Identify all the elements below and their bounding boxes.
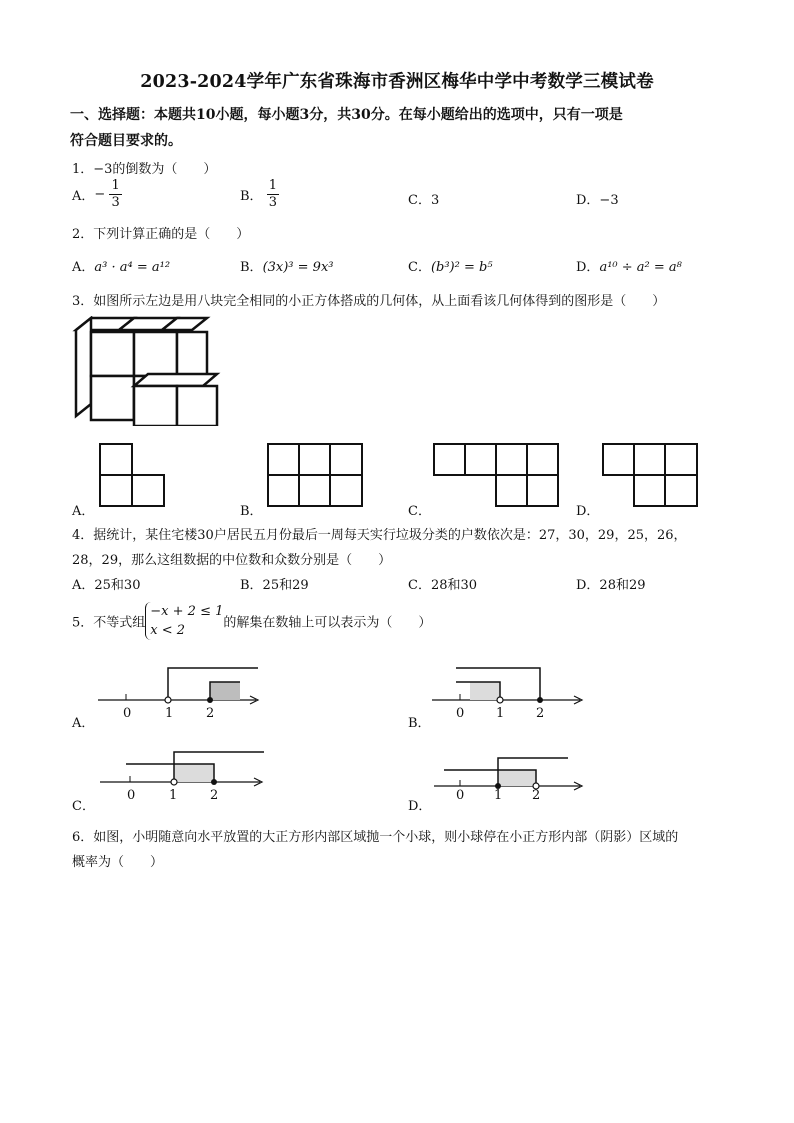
q1-option-a-sign: − [94,187,106,202]
q1-option-d[interactable]: D．−3 [576,193,619,208]
q5-b-tick-2: 2 [536,706,545,721]
q5-stem [72,602,431,640]
q1-option-b-fraction [267,178,279,211]
q2-option-d-expr: a¹⁰ ÷ a² = a⁸ [599,260,682,275]
q1-option-b-label: B． [240,189,263,204]
q5-b-tick-0: 0 [456,706,465,721]
q5-d-tick-0: 0 [456,788,465,803]
q5-option-c[interactable]: C． [72,799,95,814]
q5-option-a[interactable]: A． [72,716,95,731]
q5-prefix: 5．不等式组 [72,615,146,631]
q1-a-numerator: 1 [111,178,120,193]
q1-option-a-fraction [109,178,121,211]
q1-a-denominator: 3 [111,195,120,210]
q5-option-d[interactable]: D． [408,799,432,814]
q2-option-b-expr: (3x)³ = 9x³ [262,260,334,275]
q3-stem: 3．如图所示左边是用八块完全相同的小正方体搭成的几何体，从上面看该几何体得到的图形是（ ） [72,294,666,309]
section-header-line1: 一、选择题：本题共10小题，每小题3分，共30分。在每小题给出的选项中，只有一项是 [70,107,623,123]
q1-option-a-label: A． [72,189,95,204]
q5-b-tick-1: 1 [496,706,505,721]
q5-a-tick-2: 2 [206,706,215,721]
q2-option-c-label: C． [408,260,431,275]
q2-option-c-expr: (b³)² = b⁵ [430,260,493,275]
q5-option-b[interactable]: B． [408,716,431,731]
q4-option-d[interactable]: D．28和29 [576,578,646,593]
q4-option-a[interactable]: A．25和30 [72,578,141,593]
q4-option-b[interactable]: B．25和29 [240,578,309,593]
q1-option-b[interactable] [240,178,279,211]
q5-a-tick-1: 1 [165,706,174,721]
q5-c-tick-1: 1 [169,788,178,803]
q5-option-c-numberline[interactable] [98,748,268,804]
q5-c-tick-0: 0 [127,788,136,803]
q5-option-b-numberline[interactable] [430,664,588,722]
q3-option-c-figure[interactable] [432,442,560,508]
q6-line1: 6．如图，小明随意向水平放置的大正方形内部区域抛一个小球，则小球停在小正方形内部（阴影）区域的 [72,830,679,845]
q1-option-c[interactable]: C．3 [408,193,440,208]
q5-a-tick-0: 0 [123,706,132,721]
q2-option-a-expr: a³ · a⁴ = a¹² [94,260,171,275]
q3-option-d[interactable]: D． [576,504,600,519]
q5-inequality-2: x < 2 [150,623,186,638]
q4-line1: 4．据统计，某住宅楼30户居民五月份最后一周每天实行垃圾分类的户数依次是：27，30，29，25，26， [72,528,687,543]
q2-option-a[interactable] [72,256,170,275]
q5-suffix: 的解集在数轴上可以表示为（ ） [223,615,432,631]
q2-option-b-label: B． [240,260,263,275]
q5-option-a-numberline[interactable] [96,664,264,722]
q1-b-numerator: 1 [268,178,277,193]
q4-line2: 28，29，那么这组数据的中位数和众数分别是（ ） [72,553,392,568]
q3-option-a-figure[interactable] [98,442,166,508]
q5-d-tick-1: 1 [494,788,503,803]
q4-option-c[interactable]: C．28和30 [408,578,478,593]
q2-option-b[interactable] [240,256,334,275]
q6-line2: 概率为（ ） [72,855,164,870]
q2-option-d-label: D． [576,260,600,275]
q5-inequality-system [145,602,223,640]
q2-option-a-label: A． [72,260,95,275]
q1-option-a[interactable] [72,178,122,211]
q3-option-b-figure[interactable] [266,442,364,508]
q2-stem: 2．下列计算正确的是（ ） [72,227,250,242]
page-title: 2023-2024学年广东省珠海市香洲区梅华中学中考数学三模试卷 [140,72,654,92]
section-header-line2: 符合题目要求的。 [70,133,182,149]
q5-inequality-1: −x + 2 ≤ 1 [150,604,224,619]
q1-stem: 1．−3的倒数为（ ） [72,162,217,177]
q5-d-tick-2: 2 [532,788,541,803]
q5-c-tick-2: 2 [210,788,219,803]
q3-option-a[interactable]: A． [72,504,95,519]
q3-option-d-figure[interactable] [601,442,699,508]
q3-cube-figure [72,316,222,426]
q2-option-c[interactable] [408,256,493,275]
q1-b-denominator: 3 [268,195,277,210]
q3-option-b[interactable]: B． [240,504,263,519]
q3-option-c[interactable]: C． [408,504,431,519]
q2-option-d[interactable] [576,256,682,275]
